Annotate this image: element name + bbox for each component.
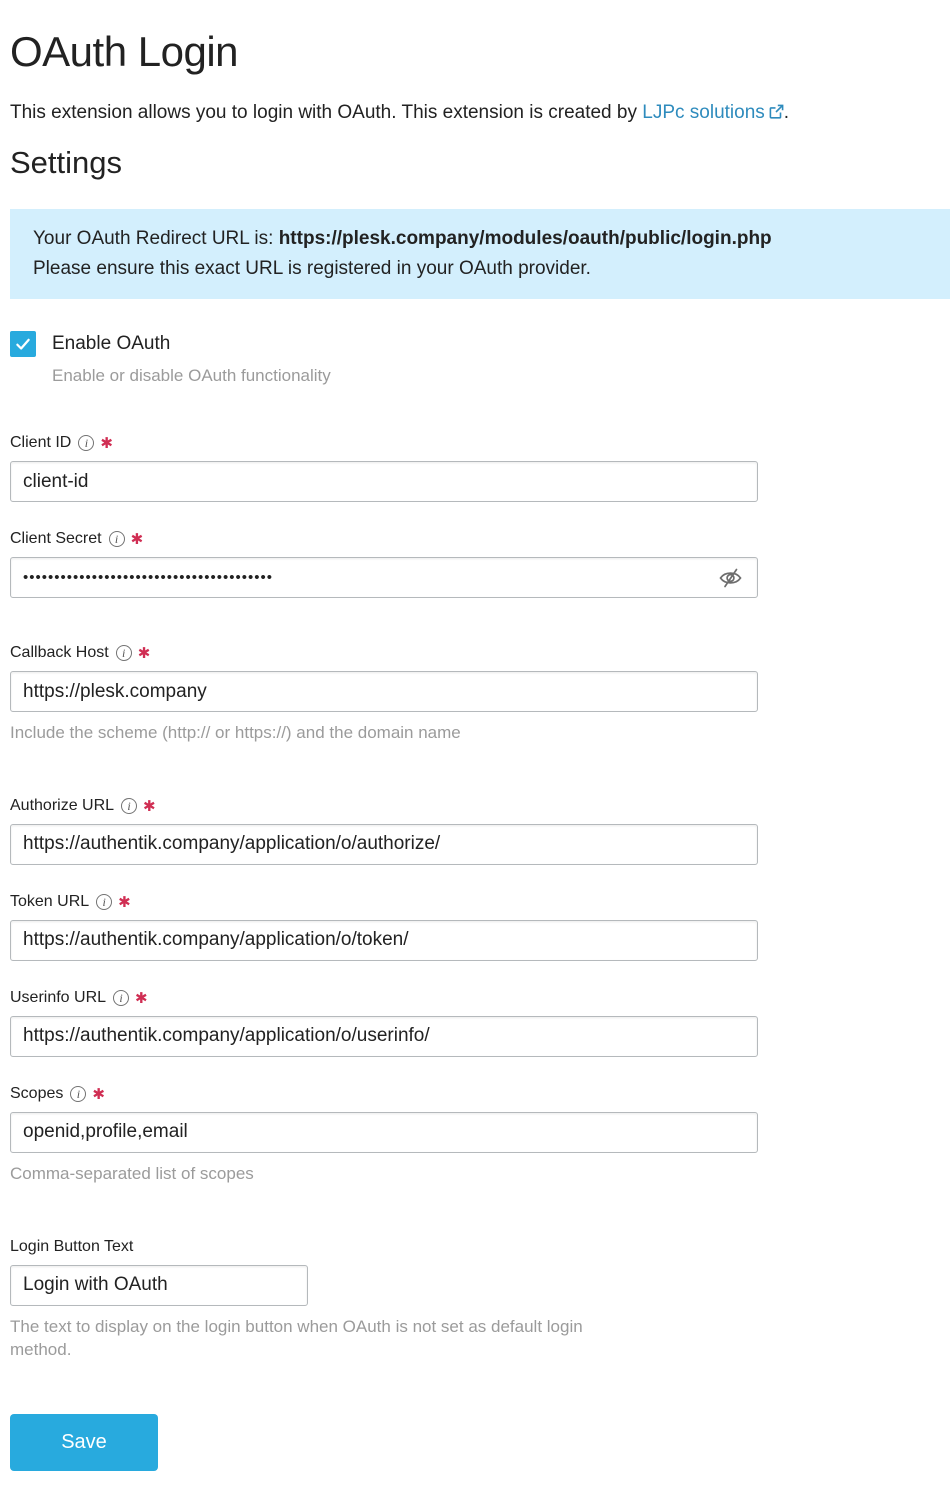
required-asterisk: ✱ — [92, 1085, 105, 1103]
field-client-secret — [10, 530, 940, 598]
description-text: This extension allows you to login with OAuth. This extension is created by — [10, 101, 643, 123]
enable-oauth-block — [10, 331, 940, 386]
info-icon[interactable]: i — [109, 531, 125, 547]
field-userinfo-url — [10, 989, 940, 1057]
settings-heading: Settings — [10, 145, 123, 181]
client-secret-input[interactable] — [10, 557, 758, 598]
save-row — [10, 1414, 940, 1471]
redirect-url-note: Please ensure this exact URL is registered in your OAuth provider. — [33, 258, 591, 280]
redirect-url-value: https://plesk.company/modules/oauth/public/login.php — [278, 228, 772, 250]
client-id-input[interactable] — [10, 461, 758, 502]
info-icon[interactable]: i — [121, 798, 137, 814]
field-client-id — [10, 434, 940, 502]
required-asterisk: ✱ — [118, 893, 131, 911]
enable-oauth-label[interactable]: Enable OAuth — [52, 333, 171, 355]
required-asterisk: ✱ — [143, 797, 156, 815]
login-button-text-hint: The text to display on the login button when OAuth is not set as default login method. — [10, 1316, 583, 1359]
redirect-url-prefix: Your OAuth Redirect URL is: — [33, 228, 279, 250]
login-button-text-input[interactable] — [10, 1265, 308, 1306]
required-asterisk: ✱ — [100, 435, 113, 453]
token-url-label: Token URL i ✱ — [10, 892, 131, 911]
save-button[interactable]: Save — [10, 1414, 158, 1471]
authorize-url-input[interactable] — [10, 824, 758, 865]
page-title: OAuth Login — [10, 28, 239, 75]
external-link-icon — [769, 100, 784, 128]
info-icon[interactable]: i — [96, 894, 112, 910]
redirect-url-info-box — [10, 209, 950, 299]
page-description — [10, 99, 940, 128]
scopes-hint: Comma-separated list of scopes — [10, 1163, 254, 1183]
client-id-label: Client ID i ✱ — [10, 434, 113, 453]
userinfo-url-label: Userinfo URL i ✱ — [10, 988, 148, 1007]
callback-host-input[interactable] — [10, 671, 758, 712]
authorize-url-label: Authorize URL i ✱ — [10, 796, 156, 815]
scopes-label: Scopes i ✱ — [10, 1084, 105, 1103]
info-icon[interactable]: i — [78, 435, 94, 451]
scopes-input[interactable] — [10, 1112, 758, 1153]
required-asterisk: ✱ — [135, 989, 148, 1007]
info-icon[interactable]: i — [116, 645, 132, 661]
checkmark-icon — [14, 335, 32, 353]
field-authorize-url — [10, 797, 940, 865]
field-token-url — [10, 893, 940, 961]
field-login-button-text — [10, 1238, 940, 1362]
ljpc-solutions-link[interactable]: LJPc solutions — [642, 102, 784, 123]
toggle-secret-visibility-button[interactable] — [717, 557, 744, 598]
required-asterisk: ✱ — [130, 531, 144, 549]
eye-off-icon — [717, 564, 744, 591]
callback-host-hint: Include the scheme (http:// or https://) and the domain name — [10, 723, 461, 743]
callback-host-label: Callback Host i ✱ — [10, 644, 151, 663]
login-button-text-label: Login Button Text — [10, 1237, 134, 1255]
token-url-input[interactable] — [10, 920, 758, 961]
enable-oauth-checkbox[interactable] — [10, 331, 36, 357]
enable-oauth-hint: Enable or disable OAuth functionality — [52, 366, 331, 386]
field-callback-host — [10, 644, 940, 745]
field-scopes — [10, 1085, 940, 1186]
info-icon[interactable]: i — [113, 990, 129, 1006]
userinfo-url-input[interactable] — [10, 1016, 758, 1057]
required-asterisk: ✱ — [137, 645, 151, 663]
client-secret-label: Client Secret i ✱ — [10, 530, 144, 549]
description-period: . — [783, 101, 790, 123]
info-icon[interactable]: i — [70, 1086, 86, 1102]
